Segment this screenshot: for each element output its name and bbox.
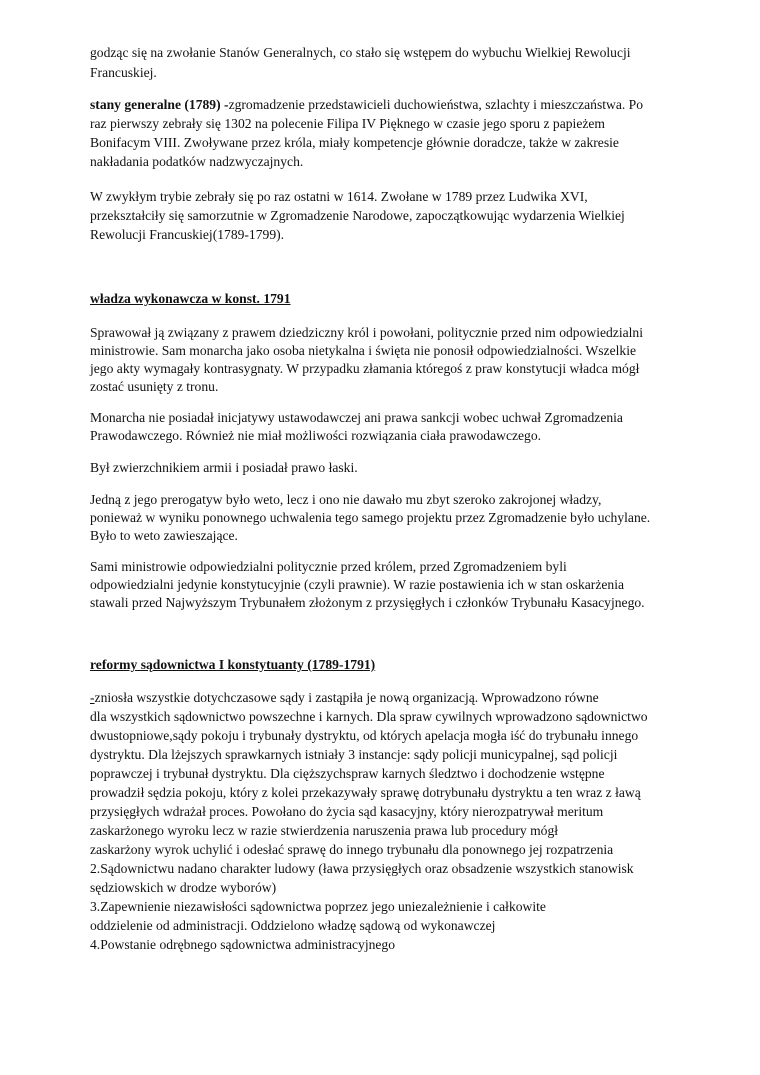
text-span: zniosła wszystkie dotychczasowe sądy i zastąpiła je nową organizacją. Wprowadzono równe [94,690,599,705]
text-line: Rewolucji Francuskiej(1789-1799). [90,227,285,242]
text-line: ponieważ w wyniku ponownego uchwalenia tego samego projektu przez Zgromadzenie było uchylane. [90,510,651,525]
text-line [90,95,643,114]
term-stany-generalne: stany generalne (1789) - [90,97,229,112]
text-line: jego akty wymagały kontrasygnaty. W przypadku złamania któregoś z praw konstytucji władca mógł [90,361,640,376]
text-line [90,688,599,707]
text-line: poprawczej i trybunał dystryktu. Dla cięższychspraw karnych śledztwo i dochodzenie wstępne [90,766,605,781]
text-line: ministrowie. Sam monarcha jako osoba nietykalna i święta nie ponosił odpowiedzialności. Wszelkie [90,343,637,358]
text-line: przekształciły się samorzutnie w Zgromadzenie Narodowe, zapoczątkowując wydarzenia Wielkiej [90,208,625,223]
text-line: dwustopniowe,sądy pokoju i trybunały dystryktu, od których apelacja mogła iść do trybunału innego [90,728,639,743]
text-line: oddzielenie od administracji. Oddzielono władzę sądową od wykonawczej [90,918,496,933]
text-line: Monarcha nie posiadał inicjatywy ustawodawczej ani prawa sankcji wobec uchwał Zgromadzenia [90,410,623,425]
text-line: Jedną z jego prerogatyw było weto, lecz i ono nie dawało mu zbyt szeroko zakrojonej władzy, [90,492,602,507]
text-line: Francuskiej. [90,65,157,80]
text-line: sędziowskich w drodze wyborów) [90,880,277,895]
text-line: Sami ministrowie odpowiedzialni politycznie przed królem, przed Zgromadzeniem byli [90,559,567,574]
text-line: odpowiedzialni jedynie konstytucyjnie (czyli prawnie). W razie postawienia ich w stan oskarżenia [90,577,625,592]
text-line: Sprawował ją związany z prawem dziedziczny król i powołani, politycznie przed nim odpowiedzialni [90,325,643,340]
text-line: dla wszystkich sądownictwo powszechne i karnych. Dla spraw cywilnych wprowadzono sądownictwo [90,709,648,724]
section-heading: władza wykonawcza w konst. 1791 [90,291,291,306]
text-line: raz pierwszy zebrały się 1302 na polecenie Filipa IV Pięknego w czasie jego sporu z papieżem [90,116,605,131]
term-definition: zgromadzenie przedstawicieli duchowieństwa, szlachty i mieszczaństwa. Po [228,97,644,112]
text-line: zostać usunięty z tronu. [90,379,219,394]
text-line: Prawodawczego. Również nie miał możliwości rozwiązania ciała prawodawczego. [90,428,542,443]
list-item: 4.Powstanie odrębnego sądownictwa administracyjnego [90,937,396,952]
text-line: W zwykłym trybie zebrały się po raz ostatni w 1614. Zwołane w 1789 przez Ludwika XVI, [90,189,588,204]
list-item: 2.Sądownictwu nadano charakter ludowy (ława przysięgłych oraz obsadzenie wszystkich stanowisk [90,861,634,876]
list-dash: - [90,690,95,705]
text-line: zaskarżony wyrok uchylić i odesłać sprawę do innego trybunału dla ponownego jej rozpatrzenia [90,842,614,857]
text-line: Bonifacym VIII. Zwoływane przez króla, miały kompetencje głównie doradcze, także w zakresie [90,135,619,150]
list-item: 3.Zapewnienie niezawisłości sądownictwa poprzez jego uniezależnienie i całkowite [90,899,546,914]
text-line: stawali przed Najwyższym Trybunałem złożonym z przysięgłych i członków Trybunału Kasacyjnego. [90,595,645,610]
text-line: Było to weto zawieszające. [90,528,238,543]
text-line: nakładania podatków nadzwyczajnych. [90,154,304,169]
text-line: godząc się na zwołanie Stanów Generalnych, co stało się wstępem do wybuchu Wielkiej Rewolucji [90,45,631,60]
section-heading: reformy sądownictwa I konstytuanty (1789-1791) [90,657,376,672]
text-line: zaskarżonego wyroku lecz w razie stwierdzenia naruszenia prawa lub procedury mógł [90,823,559,838]
text-line: przysięgłych wdrażał proces. Powołano do życia sąd kasacyjny, który nierozpatrywał meritum [90,804,604,819]
text-line: Był zwierzchnikiem armii i posiadał prawo łaski. [90,460,358,475]
text-line: dystryktu. Dla lżejszych sprawkarnych istniały 3 instancje: sądy policji municypalnej, sąd policji [90,747,618,762]
text-line: prowadził sędzia pokoju, który z kolei przekazywały sprawę dotrybunału dystryktu a ten wraz z ławą [90,785,641,800]
